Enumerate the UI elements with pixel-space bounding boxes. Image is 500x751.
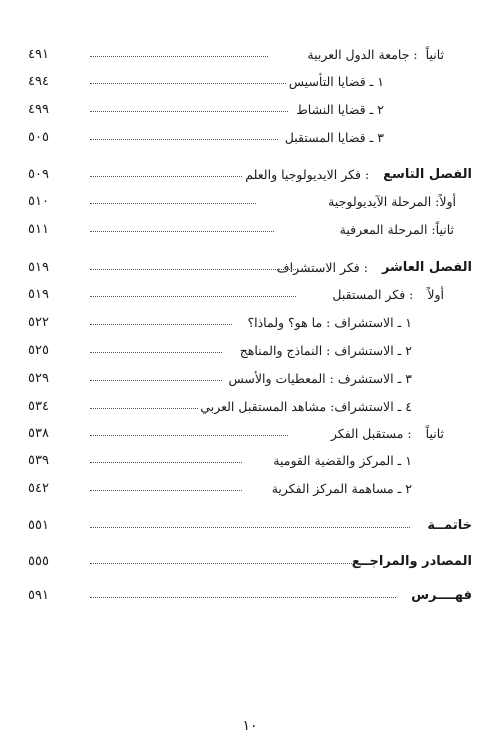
toc-page-number: ٤٩٩ xyxy=(28,101,49,117)
toc-entry xyxy=(28,126,472,148)
toc-entry xyxy=(28,218,472,240)
toc-entry-prefix: ثانياً xyxy=(425,425,444,441)
toc-entry-text xyxy=(427,518,472,533)
toc-entry-text xyxy=(240,343,412,358)
dot-leader xyxy=(90,296,296,297)
dot-leader xyxy=(90,231,274,232)
toc-page-number: ٤٩١ xyxy=(28,46,49,62)
toc-entry-prefix: الفصل التاسع xyxy=(383,166,472,182)
dot-leader xyxy=(90,490,242,491)
toc-entry xyxy=(28,98,472,120)
dot-leader xyxy=(90,139,278,140)
toc-entry-text xyxy=(340,222,454,237)
dot-leader xyxy=(90,435,288,436)
toc-entry-text xyxy=(296,102,384,117)
toc-entry-text xyxy=(285,130,384,145)
toc-entry-prefix: ثانياً xyxy=(425,46,444,62)
toc-entry-title: خاتمــة xyxy=(427,517,472,533)
toc-entry-text xyxy=(245,167,472,182)
toc-entry-text xyxy=(332,287,444,302)
toc-entry-text xyxy=(272,481,412,496)
toc-entry xyxy=(28,43,472,65)
toc-entry-text xyxy=(331,426,444,441)
toc-entry-text xyxy=(352,554,472,569)
dot-leader xyxy=(90,83,286,84)
toc-entry-title: : مستقبل الفكر xyxy=(330,425,412,441)
dot-leader xyxy=(90,462,242,463)
dot-leader xyxy=(90,352,222,353)
toc-entry-text xyxy=(411,588,472,603)
toc-entry-text xyxy=(273,453,412,468)
page-number: ١٠ xyxy=(242,718,258,734)
dot-leader xyxy=(90,56,268,57)
dot-leader xyxy=(90,527,410,528)
toc-entry-title: ١ ـ المركز والقضية القومية xyxy=(273,452,412,468)
toc-entry-title: ١ ـ قضايا التأسيس xyxy=(288,73,384,89)
toc-entry xyxy=(28,70,472,92)
toc-entry-title: ٣ ـ الاستشرف : المعطيات والأسس xyxy=(228,370,412,386)
toc-page-number: ٥١٩ xyxy=(28,259,49,275)
toc-entry-prefix: الفصل العاشر xyxy=(381,259,472,275)
toc-page-number: ٥٣٤ xyxy=(28,398,49,414)
toc-entry-title: : فكر الاستشراف xyxy=(276,259,368,275)
toc-entry-text xyxy=(289,74,384,89)
toc-page-number: ٥٣٩ xyxy=(28,452,49,468)
toc-page-number: ٥٣٨ xyxy=(28,425,49,441)
toc-entry-text xyxy=(247,315,412,330)
toc-entry-title: ٢ ـ قضايا النشاط xyxy=(296,101,384,117)
toc-entry xyxy=(28,367,472,389)
dot-leader xyxy=(90,269,296,270)
toc-entry xyxy=(28,449,472,471)
toc-entry-text xyxy=(277,260,472,275)
toc-entry-title: : جامعة الدول العربية xyxy=(307,46,418,62)
toc-entry xyxy=(28,339,472,361)
toc-entry xyxy=(28,584,472,606)
toc-entry-title: المصادر والمراجــع xyxy=(351,553,472,569)
toc-entry-title: ٢ ـ مساهمة المركز الفكرية xyxy=(271,480,412,496)
toc-page-number: ٥٢٥ xyxy=(28,342,49,358)
toc-page-number: ٥٩١ xyxy=(28,587,49,603)
dot-leader xyxy=(90,408,198,409)
toc-entry xyxy=(28,422,472,444)
toc-entry-text xyxy=(307,47,444,62)
toc-entry-text xyxy=(228,371,412,386)
toc-entry xyxy=(28,256,472,278)
toc-entry xyxy=(28,395,472,417)
toc-page-number: ٥٢٢ xyxy=(28,314,49,330)
toc-page-number: ٥٥٥ xyxy=(28,553,49,569)
toc-entry-title: أولاً: المرحلة الآيديولوجية xyxy=(328,193,456,209)
toc-entry-text xyxy=(200,399,412,414)
toc-page-number: ٥٤٢ xyxy=(28,480,49,496)
toc-entry-text xyxy=(328,194,456,209)
toc-entry-title: : فكر الايديولوجيا والعلم xyxy=(245,166,370,182)
toc-page-number: ٥١١ xyxy=(28,221,49,237)
dot-leader xyxy=(90,563,366,564)
dot-leader xyxy=(90,324,232,325)
toc-entry xyxy=(28,514,472,536)
toc-page-number: ٥٥١ xyxy=(28,517,49,533)
toc-page-number: ٥٢٩ xyxy=(28,370,49,386)
toc-page-number: ٥٠٥ xyxy=(28,129,49,145)
toc-entry-title: ثانياً: المرحلة المعرفية xyxy=(339,221,454,237)
toc-entry xyxy=(28,283,472,305)
toc-entry-title: ٢ ـ الاستشراف : النماذج والمناهج xyxy=(239,342,412,358)
dot-leader xyxy=(90,597,396,598)
toc-entry-title: : فكر المستقبل xyxy=(332,286,414,302)
dot-leader xyxy=(90,176,242,177)
toc-page-number: ٥٠٩ xyxy=(28,166,49,182)
toc-entry xyxy=(28,477,472,499)
dot-leader xyxy=(90,111,288,112)
toc-entry-title: ١ ـ الاستشراف : ما هو؟ ولماذا؟ xyxy=(247,314,412,330)
toc-entry-title: فهــــرس xyxy=(411,587,472,603)
toc-entry-prefix: أولاً xyxy=(427,286,444,302)
toc-page-number: ٥١٠ xyxy=(28,193,49,209)
dot-leader xyxy=(90,380,222,381)
toc-entry xyxy=(28,163,472,185)
toc-entry xyxy=(28,550,472,572)
dot-leader xyxy=(90,203,256,204)
toc-entry-title: ٤ ـ الاستشراف: مشاهد المستقبل العربي xyxy=(200,398,412,414)
toc-entry-title: ٣ ـ قضايا المستقبل xyxy=(284,129,384,145)
toc-entry xyxy=(28,190,472,212)
toc-page-number: ٥١٩ xyxy=(28,286,49,302)
toc-entry xyxy=(28,311,472,333)
toc-page-number: ٤٩٤ xyxy=(28,73,49,89)
